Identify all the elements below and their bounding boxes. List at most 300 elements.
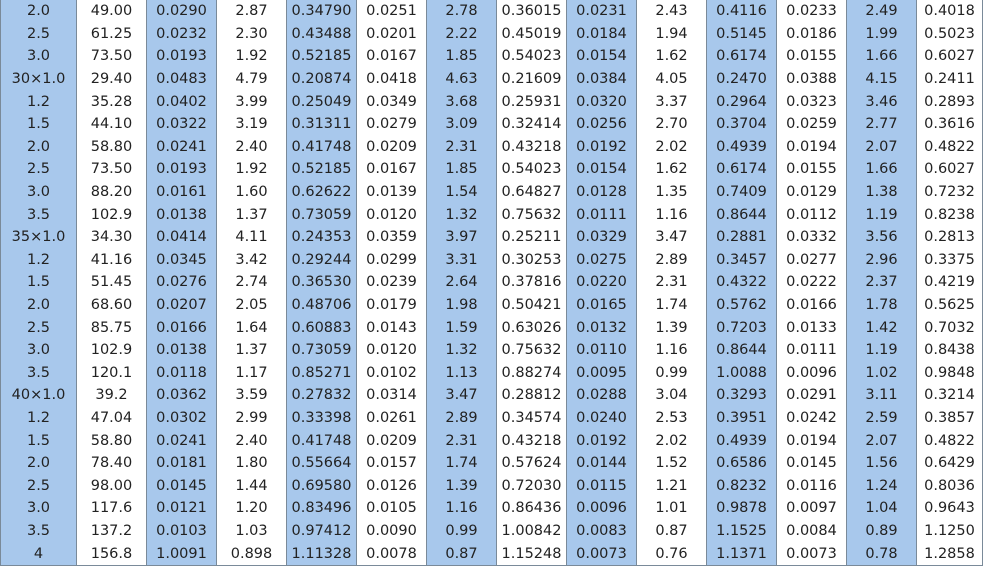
table-row xyxy=(1,226,983,249)
row-label-cell: 2.5 xyxy=(1,158,77,181)
value-cell: 0.8644 xyxy=(707,203,777,226)
value-cell: 0.3214 xyxy=(917,384,983,407)
value-cell: 2.05 xyxy=(217,294,287,317)
value-cell: 0.83496 xyxy=(287,497,357,520)
value-cell: 0.0193 xyxy=(147,45,217,68)
table-row xyxy=(1,113,983,136)
row-label-cell: 2.0 xyxy=(1,136,77,159)
table-row xyxy=(1,362,983,385)
row-label-cell: 2.5 xyxy=(1,474,77,497)
value-cell: 98.00 xyxy=(77,474,147,497)
value-cell: 0.0402 xyxy=(147,90,217,113)
value-cell: 1.21 xyxy=(637,474,707,497)
value-cell: 0.76 xyxy=(637,542,707,565)
value-cell: 0.0133 xyxy=(777,316,847,339)
value-cell: 0.0209 xyxy=(357,136,427,159)
value-cell: 0.0145 xyxy=(777,452,847,475)
value-cell: 0.8238 xyxy=(917,203,983,226)
value-cell: 1.62 xyxy=(637,158,707,181)
value-cell: 0.0241 xyxy=(147,136,217,159)
value-cell: 0.0192 xyxy=(567,429,637,452)
value-cell: 0.24353 xyxy=(287,226,357,249)
table-row xyxy=(1,271,983,294)
value-cell: 0.4219 xyxy=(917,271,983,294)
row-label-cell: 35×1.0 xyxy=(1,226,77,249)
value-cell: 2.37 xyxy=(847,271,917,294)
value-cell: 0.0288 xyxy=(567,384,637,407)
value-cell: 1.19 xyxy=(847,339,917,362)
value-cell: 0.0276 xyxy=(147,271,217,294)
value-cell: 2.70 xyxy=(637,113,707,136)
value-cell: 0.0129 xyxy=(777,181,847,204)
row-label-cell: 30×1.0 xyxy=(1,68,77,91)
row-label-cell: 3.5 xyxy=(1,520,77,543)
value-cell: 61.25 xyxy=(77,23,147,46)
value-cell: 1.1250 xyxy=(917,520,983,543)
value-cell: 2.89 xyxy=(427,407,497,430)
value-cell: 88.20 xyxy=(77,181,147,204)
value-cell: 0.0279 xyxy=(357,113,427,136)
value-cell: 0.0110 xyxy=(567,339,637,362)
table-row xyxy=(1,497,983,520)
table-row xyxy=(1,203,983,226)
value-cell: 0.0145 xyxy=(147,474,217,497)
value-cell: 0.0103 xyxy=(147,520,217,543)
value-cell: 0.31311 xyxy=(287,113,357,136)
value-cell: 0.41748 xyxy=(287,429,357,452)
value-cell: 0.0261 xyxy=(357,407,427,430)
value-cell: 0.0251 xyxy=(357,0,427,23)
value-cell: 0.0083 xyxy=(567,520,637,543)
table-row xyxy=(1,542,983,565)
value-cell: 0.0256 xyxy=(567,113,637,136)
value-cell: 0.48706 xyxy=(287,294,357,317)
value-cell: 0.33398 xyxy=(287,407,357,430)
value-cell: 1.0088 xyxy=(707,362,777,385)
value-cell: 0.25931 xyxy=(497,90,567,113)
value-cell: 0.0201 xyxy=(357,23,427,46)
row-label-cell: 2.0 xyxy=(1,452,77,475)
value-cell: 0.29244 xyxy=(287,249,357,272)
value-cell: 0.32414 xyxy=(497,113,567,136)
table-row xyxy=(1,316,983,339)
value-cell: 2.22 xyxy=(427,23,497,46)
value-cell: 0.0233 xyxy=(777,0,847,23)
value-cell: 0.87 xyxy=(637,520,707,543)
value-cell: 1.94 xyxy=(637,23,707,46)
table-row xyxy=(1,0,983,23)
value-cell: 0.0138 xyxy=(147,203,217,226)
value-cell: 0.43218 xyxy=(497,136,567,159)
value-cell: 0.8036 xyxy=(917,474,983,497)
row-label-cell: 1.5 xyxy=(1,271,77,294)
row-label-cell: 3.0 xyxy=(1,339,77,362)
value-cell: 0.0161 xyxy=(147,181,217,204)
value-cell: 3.97 xyxy=(427,226,497,249)
value-cell: 0.0275 xyxy=(567,249,637,272)
table-row xyxy=(1,520,983,543)
row-label-cell: 40×1.0 xyxy=(1,384,77,407)
row-label-cell: 3.5 xyxy=(1,203,77,226)
value-cell: 0.0112 xyxy=(777,203,847,226)
value-cell: 0.62622 xyxy=(287,181,357,204)
row-label-cell: 3.0 xyxy=(1,45,77,68)
value-cell: 0.0414 xyxy=(147,226,217,249)
value-cell: 0.0349 xyxy=(357,90,427,113)
value-cell: 1.32 xyxy=(427,203,497,226)
value-cell: 0.0345 xyxy=(147,249,217,272)
value-cell: 0.0179 xyxy=(357,294,427,317)
value-cell: 0.0222 xyxy=(777,271,847,294)
row-label-cell: 1.2 xyxy=(1,407,77,430)
value-cell: 0.0186 xyxy=(777,23,847,46)
value-cell: 0.2881 xyxy=(707,226,777,249)
value-cell: 0.0126 xyxy=(357,474,427,497)
value-cell: 0.0220 xyxy=(567,271,637,294)
value-cell: 3.42 xyxy=(217,249,287,272)
table-row xyxy=(1,407,983,430)
value-cell: 1.2858 xyxy=(917,542,983,565)
value-cell: 0.0167 xyxy=(357,158,427,181)
value-cell: 0.9643 xyxy=(917,497,983,520)
value-cell: 1.99 xyxy=(847,23,917,46)
table-row xyxy=(1,474,983,497)
value-cell: 1.01 xyxy=(637,497,707,520)
value-cell: 1.15248 xyxy=(497,542,567,565)
value-cell: 0.85271 xyxy=(287,362,357,385)
value-cell: 0.0209 xyxy=(357,429,427,452)
value-cell: 0.9878 xyxy=(707,497,777,520)
value-cell: 0.0299 xyxy=(357,249,427,272)
value-cell: 2.40 xyxy=(217,136,287,159)
value-cell: 2.02 xyxy=(637,429,707,452)
value-cell: 49.00 xyxy=(77,0,147,23)
value-cell: 85.75 xyxy=(77,316,147,339)
value-cell: 0.3457 xyxy=(707,249,777,272)
value-cell: 0.20874 xyxy=(287,68,357,91)
value-cell: 3.47 xyxy=(637,226,707,249)
value-cell: 1.19 xyxy=(847,203,917,226)
value-cell: 1.92 xyxy=(217,45,287,68)
value-cell: 0.0193 xyxy=(147,158,217,181)
value-cell: 0.52185 xyxy=(287,45,357,68)
value-cell: 0.2964 xyxy=(707,90,777,113)
table-row xyxy=(1,249,983,272)
value-cell: 0.0359 xyxy=(357,226,427,249)
value-cell: 0.6027 xyxy=(917,158,983,181)
value-cell: 0.54023 xyxy=(497,158,567,181)
value-cell: 1.85 xyxy=(427,45,497,68)
value-cell: 0.0128 xyxy=(567,181,637,204)
value-cell: 0.43488 xyxy=(287,23,357,46)
value-cell: 0.0073 xyxy=(567,542,637,565)
value-cell: 3.19 xyxy=(217,113,287,136)
value-cell: 0.0320 xyxy=(567,90,637,113)
value-cell: 0.0155 xyxy=(777,45,847,68)
value-cell: 0.0277 xyxy=(777,249,847,272)
value-cell: 1.02 xyxy=(847,362,917,385)
value-cell: 4.15 xyxy=(847,68,917,91)
value-cell: 0.0323 xyxy=(777,90,847,113)
value-cell: 0.41748 xyxy=(287,136,357,159)
value-cell: 0.0329 xyxy=(567,226,637,249)
row-label-cell: 1.2 xyxy=(1,249,77,272)
value-cell: 0.0143 xyxy=(357,316,427,339)
value-cell: 1.74 xyxy=(427,452,497,475)
value-cell: 1.60 xyxy=(217,181,287,204)
value-cell: 2.07 xyxy=(847,429,917,452)
value-cell: 0.57624 xyxy=(497,452,567,475)
value-cell: 1.37 xyxy=(217,339,287,362)
value-cell: 0.6429 xyxy=(917,452,983,475)
value-cell: 0.86436 xyxy=(497,497,567,520)
value-cell: 0.89 xyxy=(847,520,917,543)
value-cell: 0.2813 xyxy=(917,226,983,249)
value-cell: 0.0165 xyxy=(567,294,637,317)
value-cell: 1.35 xyxy=(637,181,707,204)
row-label-cell: 1.2 xyxy=(1,90,77,113)
value-cell: 3.09 xyxy=(427,113,497,136)
value-cell: 0.28812 xyxy=(497,384,567,407)
table-row xyxy=(1,45,983,68)
value-cell: 4.63 xyxy=(427,68,497,91)
value-cell: 0.0418 xyxy=(357,68,427,91)
value-cell: 0.50421 xyxy=(497,294,567,317)
table-row xyxy=(1,23,983,46)
value-cell: 0.0139 xyxy=(357,181,427,204)
value-cell: 0.0207 xyxy=(147,294,217,317)
value-cell: 1.1371 xyxy=(707,542,777,565)
value-cell: 51.45 xyxy=(77,271,147,294)
value-cell: 47.04 xyxy=(77,407,147,430)
value-cell: 0.25049 xyxy=(287,90,357,113)
value-cell: 0.3857 xyxy=(917,407,983,430)
value-cell: 0.0073 xyxy=(777,542,847,565)
table-row xyxy=(1,384,983,407)
value-cell: 0.0231 xyxy=(567,0,637,23)
value-cell: 0.72030 xyxy=(497,474,567,497)
value-cell: 3.47 xyxy=(427,384,497,407)
table-row xyxy=(1,90,983,113)
value-cell: 0.2470 xyxy=(707,68,777,91)
value-cell: 0.73059 xyxy=(287,203,357,226)
value-cell: 0.0240 xyxy=(567,407,637,430)
value-cell: 0.75632 xyxy=(497,339,567,362)
value-cell: 0.8644 xyxy=(707,339,777,362)
value-cell: 1.38 xyxy=(847,181,917,204)
value-cell: 1.42 xyxy=(847,316,917,339)
value-cell: 0.5625 xyxy=(917,294,983,317)
value-cell: 0.0111 xyxy=(567,203,637,226)
value-cell: 0.0290 xyxy=(147,0,217,23)
value-cell: 0.6027 xyxy=(917,45,983,68)
value-cell: 0.0120 xyxy=(357,339,427,362)
value-cell: 0.4939 xyxy=(707,136,777,159)
value-cell: 1.04 xyxy=(847,497,917,520)
value-cell: 0.3293 xyxy=(707,384,777,407)
table-row xyxy=(1,68,983,91)
value-cell: 0.0302 xyxy=(147,407,217,430)
value-cell: 0.6174 xyxy=(707,45,777,68)
value-cell: 2.53 xyxy=(637,407,707,430)
table-row xyxy=(1,429,983,452)
value-cell: 3.11 xyxy=(847,384,917,407)
value-cell: 2.89 xyxy=(637,249,707,272)
value-cell: 0.0181 xyxy=(147,452,217,475)
value-cell: 0.27832 xyxy=(287,384,357,407)
value-cell: 0.0154 xyxy=(567,45,637,68)
value-cell: 0.0259 xyxy=(777,113,847,136)
value-cell: 0.0184 xyxy=(567,23,637,46)
value-cell: 0.0121 xyxy=(147,497,217,520)
table-body xyxy=(1,0,983,565)
value-cell: 137.2 xyxy=(77,520,147,543)
value-cell: 58.80 xyxy=(77,429,147,452)
value-cell: 0.0090 xyxy=(357,520,427,543)
row-label-cell: 2.5 xyxy=(1,316,77,339)
value-cell: 0.0332 xyxy=(777,226,847,249)
table-row xyxy=(1,158,983,181)
value-cell: 0.0097 xyxy=(777,497,847,520)
value-cell: 0.0118 xyxy=(147,362,217,385)
value-cell: 0.0242 xyxy=(777,407,847,430)
value-cell: 1.64 xyxy=(217,316,287,339)
value-cell: 2.07 xyxy=(847,136,917,159)
value-cell: 41.16 xyxy=(77,249,147,272)
value-cell: 0.0095 xyxy=(567,362,637,385)
value-cell: 1.52 xyxy=(637,452,707,475)
value-cell: 1.00842 xyxy=(497,520,567,543)
value-cell: 3.46 xyxy=(847,90,917,113)
value-cell: 1.20 xyxy=(217,497,287,520)
row-label-cell: 2.0 xyxy=(1,0,77,23)
value-cell: 2.43 xyxy=(637,0,707,23)
value-cell: 1.32 xyxy=(427,339,497,362)
value-cell: 1.16 xyxy=(637,339,707,362)
value-cell: 0.0483 xyxy=(147,68,217,91)
value-cell: 0.0314 xyxy=(357,384,427,407)
value-cell: 3.59 xyxy=(217,384,287,407)
value-cell: 1.54 xyxy=(427,181,497,204)
value-cell: 0.3375 xyxy=(917,249,983,272)
value-cell: 0.898 xyxy=(217,542,287,565)
value-cell: 2.77 xyxy=(847,113,917,136)
value-cell: 0.78 xyxy=(847,542,917,565)
value-cell: 0.99 xyxy=(637,362,707,385)
value-cell: 68.60 xyxy=(77,294,147,317)
value-cell: 3.37 xyxy=(637,90,707,113)
value-cell: 0.4939 xyxy=(707,429,777,452)
value-cell: 2.31 xyxy=(427,136,497,159)
value-cell: 0.87 xyxy=(427,542,497,565)
value-cell: 120.1 xyxy=(77,362,147,385)
value-cell: 117.6 xyxy=(77,497,147,520)
value-cell: 1.78 xyxy=(847,294,917,317)
value-cell: 0.4822 xyxy=(917,429,983,452)
value-cell: 4.79 xyxy=(217,68,287,91)
value-cell: 0.0096 xyxy=(777,362,847,385)
value-cell: 4.05 xyxy=(637,68,707,91)
table-row xyxy=(1,452,983,475)
value-cell: 0.0138 xyxy=(147,339,217,362)
value-cell: 1.44 xyxy=(217,474,287,497)
value-cell: 0.3704 xyxy=(707,113,777,136)
value-cell: 2.78 xyxy=(427,0,497,23)
value-cell: 3.04 xyxy=(637,384,707,407)
value-cell: 39.2 xyxy=(77,384,147,407)
value-cell: 0.45019 xyxy=(497,23,567,46)
value-cell: 0.0105 xyxy=(357,497,427,520)
value-cell: 1.80 xyxy=(217,452,287,475)
value-cell: 2.31 xyxy=(427,429,497,452)
value-cell: 0.4322 xyxy=(707,271,777,294)
value-cell: 0.0144 xyxy=(567,452,637,475)
value-cell: 0.64827 xyxy=(497,181,567,204)
value-cell: 0.6174 xyxy=(707,158,777,181)
value-cell: 0.75632 xyxy=(497,203,567,226)
value-cell: 0.60883 xyxy=(287,316,357,339)
value-cell: 35.28 xyxy=(77,90,147,113)
value-cell: 2.49 xyxy=(847,0,917,23)
value-cell: 0.5023 xyxy=(917,23,983,46)
value-cell: 0.97412 xyxy=(287,520,357,543)
value-cell: 3.99 xyxy=(217,90,287,113)
value-cell: 156.8 xyxy=(77,542,147,565)
value-cell: 0.0241 xyxy=(147,429,217,452)
value-cell: 0.0132 xyxy=(567,316,637,339)
value-cell: 0.0192 xyxy=(567,136,637,159)
value-cell: 0.5762 xyxy=(707,294,777,317)
value-cell: 0.4018 xyxy=(917,0,983,23)
row-label-cell: 3.0 xyxy=(1,181,77,204)
table-row xyxy=(1,181,983,204)
value-cell: 1.17 xyxy=(217,362,287,385)
value-cell: 0.0116 xyxy=(777,474,847,497)
value-cell: 0.4822 xyxy=(917,136,983,159)
value-cell: 102.9 xyxy=(77,203,147,226)
value-cell: 2.31 xyxy=(637,271,707,294)
value-cell: 0.9848 xyxy=(917,362,983,385)
value-cell: 73.50 xyxy=(77,45,147,68)
value-cell: 0.8438 xyxy=(917,339,983,362)
value-cell: 4.11 xyxy=(217,226,287,249)
value-cell: 0.30253 xyxy=(497,249,567,272)
value-cell: 0.0084 xyxy=(777,520,847,543)
value-cell: 58.80 xyxy=(77,136,147,159)
value-cell: 2.96 xyxy=(847,249,917,272)
value-cell: 1.62 xyxy=(637,45,707,68)
table-row xyxy=(1,294,983,317)
value-cell: 1.66 xyxy=(847,45,917,68)
value-cell: 0.37816 xyxy=(497,271,567,294)
row-label-cell: 3.0 xyxy=(1,497,77,520)
value-cell: 0.34790 xyxy=(287,0,357,23)
value-cell: 0.0232 xyxy=(147,23,217,46)
value-cell: 2.99 xyxy=(217,407,287,430)
value-cell: 1.85 xyxy=(427,158,497,181)
value-cell: 1.39 xyxy=(427,474,497,497)
value-cell: 0.2893 xyxy=(917,90,983,113)
value-cell: 1.16 xyxy=(637,203,707,226)
row-label-cell: 4 xyxy=(1,542,77,565)
value-cell: 0.0194 xyxy=(777,429,847,452)
value-cell: 0.0194 xyxy=(777,136,847,159)
value-cell: 0.0111 xyxy=(777,339,847,362)
value-cell: 2.02 xyxy=(637,136,707,159)
value-cell: 2.64 xyxy=(427,271,497,294)
value-cell: 3.31 xyxy=(427,249,497,272)
value-cell: 1.16 xyxy=(427,497,497,520)
